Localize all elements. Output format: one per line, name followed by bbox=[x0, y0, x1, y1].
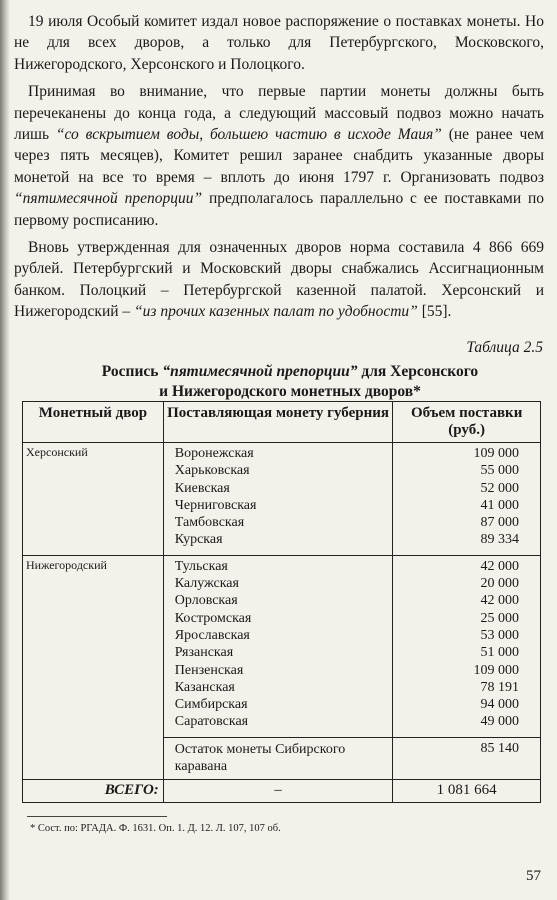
amount-value: 53 000 bbox=[480, 627, 519, 643]
table-row-total bbox=[23, 779, 541, 802]
province-list-kherson bbox=[163, 443, 393, 556]
amount-value: 109 000 bbox=[473, 446, 519, 461]
province-name: Воронежская bbox=[174, 446, 254, 461]
body-text bbox=[14, 11, 544, 323]
table-title-line-1: Роспись “пятимесячной препорции” для Херсонского bbox=[101, 363, 479, 380]
amount-value: 78 191 bbox=[480, 679, 519, 695]
province-name: Калужская bbox=[174, 576, 239, 592]
province-name: Курская bbox=[174, 532, 223, 548]
province-name: Харьковская bbox=[174, 463, 250, 479]
delivery-table bbox=[22, 401, 541, 803]
mint-name-nizhny: Нижегородский bbox=[23, 555, 164, 779]
remainder-value: 85 140 bbox=[393, 737, 541, 779]
remainder-label: Остаток монеты Сибирского каравана bbox=[163, 737, 393, 779]
province-name: Саратовская bbox=[174, 714, 249, 730]
paragraph-2-text: (не ранее чем через пять месяцев), Комитет решил заранее снабдить указанные дворы монетой на все то время – вплоть до июня 1797 г. Организовать подвоз bbox=[14, 126, 544, 186]
amount-value: 94 000 bbox=[480, 697, 519, 713]
province-name: Киевская bbox=[174, 480, 230, 496]
table-header-row bbox=[23, 402, 541, 443]
column-header-province: Поставляющая монету губерния bbox=[163, 402, 393, 443]
footnote-rule bbox=[27, 816, 167, 817]
total-label: ВСЕГО: bbox=[23, 779, 164, 802]
province-name: Ярославская bbox=[174, 627, 250, 643]
table-row-kherson bbox=[23, 443, 541, 556]
province-name: Тамбовская bbox=[174, 515, 245, 531]
amount-list-kherson bbox=[393, 443, 541, 556]
amount-value: 42 000 bbox=[480, 558, 519, 574]
amount-value: 55 000 bbox=[480, 463, 519, 479]
province-name: Черниговская bbox=[174, 497, 257, 513]
total-value: 1 081 664 bbox=[393, 779, 541, 802]
paragraph-2-text: Принимая во внимание, что первые партии монеты должны быть перечеканены до конца года, а следующий массовый подвоз можно начать лишь bbox=[14, 83, 544, 144]
table-row-nizhny bbox=[23, 555, 541, 737]
amount-value: 51 000 bbox=[480, 645, 519, 661]
amount-value: 42 000 bbox=[480, 593, 519, 609]
paragraph-3-quote: “из прочих казенных палат по удобности” bbox=[134, 303, 418, 321]
province-list-nizhny bbox=[163, 555, 393, 737]
paragraph-3-text: [55]. bbox=[417, 303, 452, 321]
total-dash: – bbox=[163, 779, 393, 802]
province-name: Тульская bbox=[174, 558, 228, 574]
column-header-amount: Объем поставки (руб.) bbox=[393, 402, 541, 443]
province-name: Казанская bbox=[174, 679, 235, 695]
paragraph-3 bbox=[14, 237, 544, 323]
province-name: Симбирская bbox=[174, 697, 248, 713]
paragraph-2-quote: “со вскрытием воды, большею частию в исходе Маия” bbox=[55, 126, 442, 144]
amount-value: 41 000 bbox=[480, 497, 519, 513]
paragraph-3-text: Вновь утвержденная для означенных дворов норма составила 4 866 669 рублей. Петербургский и Московский дворы снабжались Ассигнационным банком. Полоцкий – Петербургской казенной палатой. Херсонский и Нижегородский – bbox=[14, 239, 544, 321]
amount-value: 89 334 bbox=[480, 532, 519, 548]
page-number: 57 bbox=[526, 868, 541, 884]
province-name: Костромская bbox=[174, 610, 252, 626]
amount-value: 20 000 bbox=[480, 576, 519, 592]
paragraph-2-text: предполагалось параллельно с ее поставками по первому росписанию. bbox=[14, 190, 544, 229]
province-name: Пензенская bbox=[174, 662, 244, 678]
province-name: Рязанская bbox=[174, 645, 234, 661]
column-header-mint: Монетный двор bbox=[23, 402, 164, 443]
amount-value: 87 000 bbox=[480, 515, 519, 531]
amount-list-nizhny bbox=[393, 555, 541, 737]
amount-value: 25 000 bbox=[480, 610, 519, 626]
footnote: * Сост. по: РГАДА. Ф. 1631. Оп. 1. Д. 12. Л. 107, 107 об. bbox=[30, 823, 281, 834]
amount-value: 52 000 bbox=[480, 480, 519, 496]
mint-name-kherson: Херсонский bbox=[23, 443, 164, 556]
table-title bbox=[60, 362, 520, 402]
paragraph-2 bbox=[14, 81, 544, 231]
province-name: Орловская bbox=[174, 593, 238, 609]
paragraph-2-quote: “пятимесячной препорции” bbox=[14, 190, 203, 208]
table-label: Таблица 2.5 bbox=[466, 339, 543, 356]
table-title-line-2: и Нижегородского монетных дворов* bbox=[159, 383, 421, 400]
page-edge-shadow bbox=[0, 0, 10, 900]
paragraph-1: 19 июля Особый комитет издал новое распоряжение о поставках монеты. Но не для всех дворов, а только для Петербургского, Московского, Нижегородского, Херсонского и Полоцкого. bbox=[14, 13, 544, 73]
amount-value: 49 000 bbox=[480, 714, 519, 730]
amount-value: 109 000 bbox=[473, 662, 519, 678]
